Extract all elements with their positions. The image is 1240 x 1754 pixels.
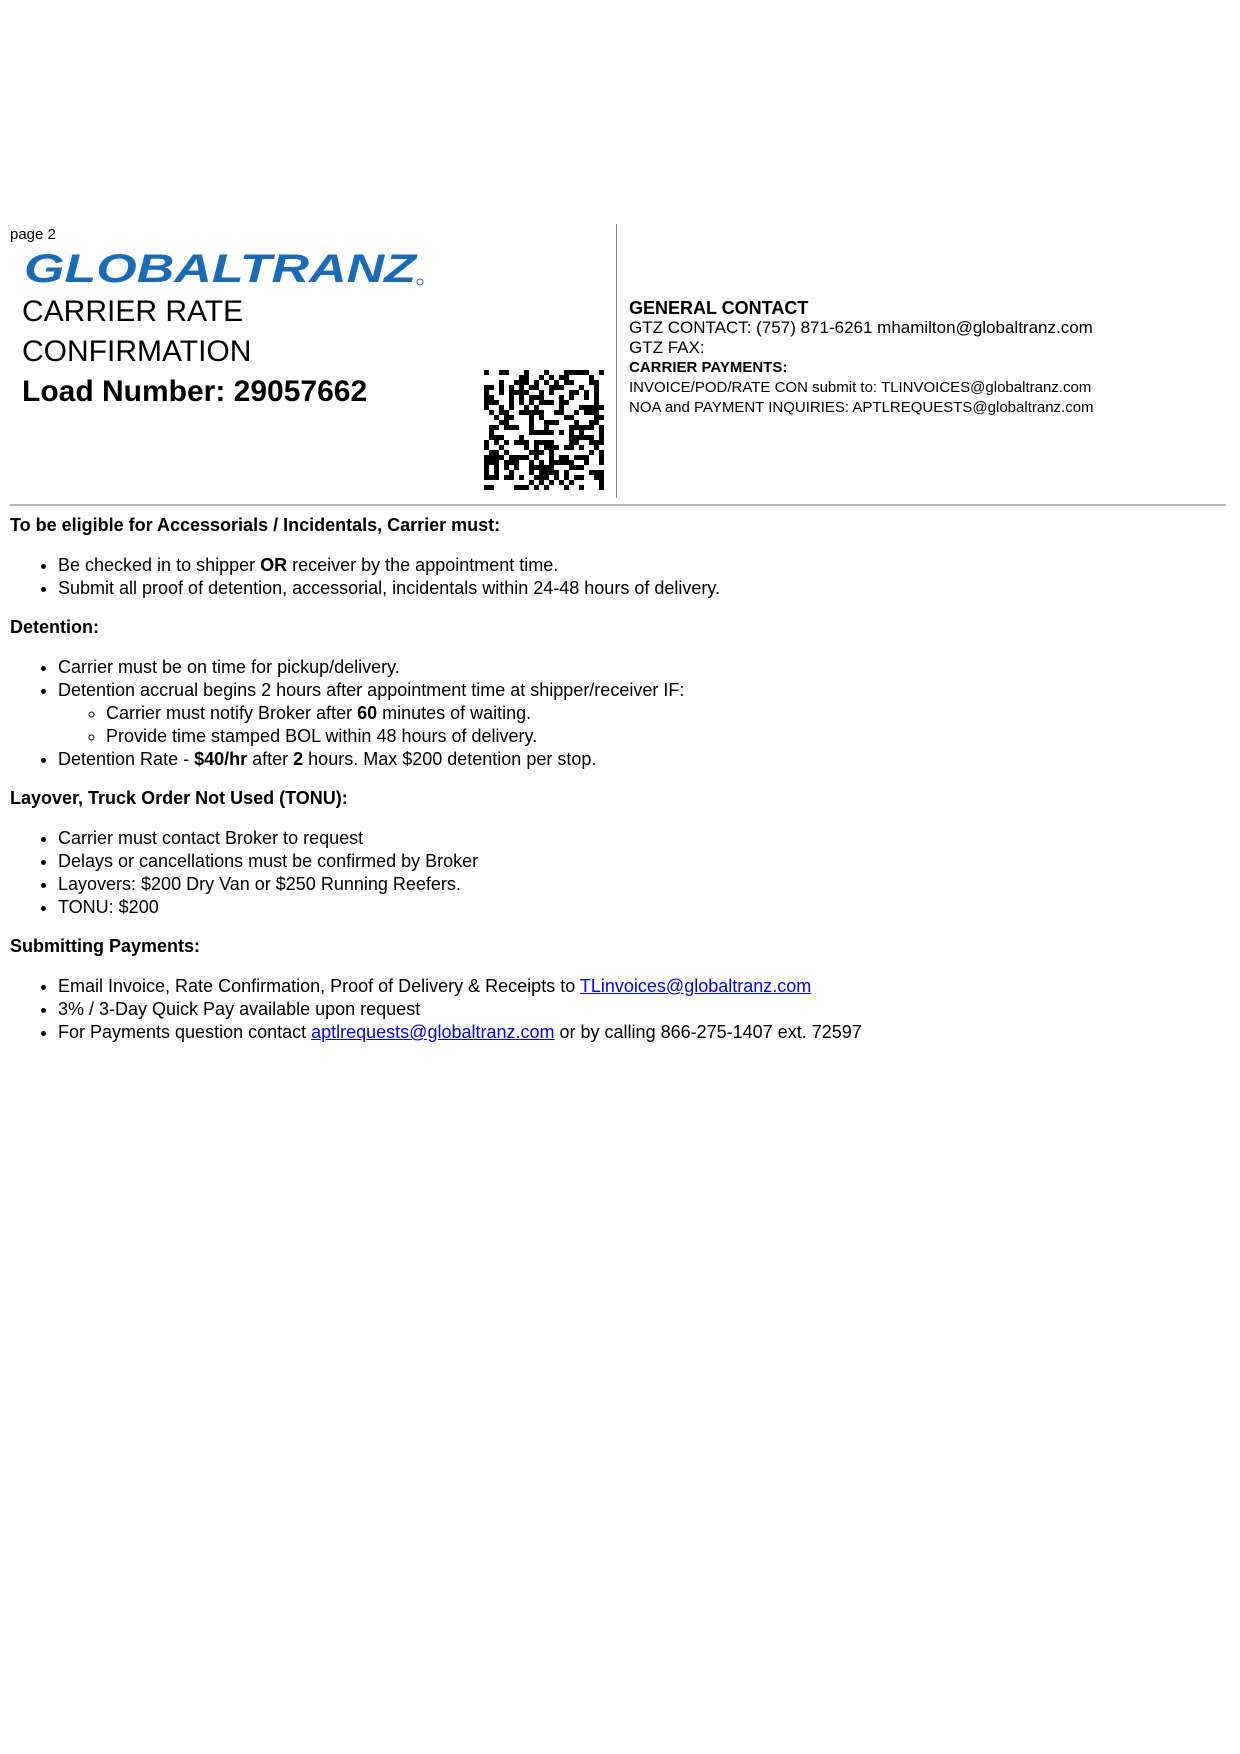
load-number: Load Number: 29057662 (22, 375, 368, 408)
svg-text:GLOBALTRANZ: GLOBALTRANZ (24, 248, 419, 290)
layover-list (10, 827, 1210, 919)
vertical-divider (616, 224, 617, 498)
general-contact-block (629, 298, 1094, 418)
eligibility-list (10, 554, 1210, 600)
qr-code (484, 370, 604, 490)
page-label: page 2 (10, 226, 56, 243)
list-item: • Detention Rate - $40/hr after 2 hours. Max $200 detention per stop. (58, 748, 1210, 771)
detention-sublist (58, 702, 1210, 748)
payments-title: Submitting Payments: (10, 936, 201, 956)
general-contact-heading: GENERAL CONTACT (629, 298, 809, 318)
list-item: • TONU: $200 (58, 896, 1210, 919)
title-line-1: CARRIER RATE (22, 295, 244, 328)
aptlrequests-email-link[interactable]: aptlrequests@globaltranz.com (311, 1022, 555, 1042)
tlinvoices-email-link[interactable]: TLinvoices@globaltranz.com (579, 976, 812, 996)
list-item: • 3% / 3-Day Quick Pay available upon request (58, 998, 1210, 1021)
detention-list (10, 656, 1210, 771)
list-item: • Layovers: $200 Dry Van or $250 Running Reefers. (58, 873, 1210, 896)
list-item: ◦ Provide time stamped BOL within 48 hours of delivery. (106, 725, 1210, 748)
eligibility-title: To be eligible for Accessorials / Incidentals, Carrier must: (10, 515, 501, 535)
list-item: • Submit all proof of detention, accessorial, incidentals within 24-48 hours of delivery. (58, 577, 1210, 600)
carrier-payments-heading: CARRIER PAYMENTS: (629, 359, 788, 376)
header-divider (10, 504, 1226, 506)
list-item: • Delays or cancellations must be confirmed by Broker (58, 850, 1210, 873)
invoice-submit-line: INVOICE/POD/RATE CON submit to: TLINVOICES@globaltranz.com (629, 379, 1092, 396)
list-item: • Be checked in to shipper OR receiver by the appointment time. (58, 554, 1210, 577)
gtz-fax-line: GTZ FAX: (629, 338, 705, 357)
list-item: • Carrier must contact Broker to request (58, 827, 1210, 850)
list-item: ◦ Carrier must notify Broker after 60 minutes of waiting. (106, 702, 1210, 725)
list-item: • For Payments question contact aptlrequests@globaltranz.com or by calling 866-275-1407 ext. 72597 (58, 1021, 1210, 1044)
payments-list (10, 975, 1210, 1044)
layover-title: Layover, Truck Order Not Used (TONU): (10, 788, 348, 808)
noa-inquiries-line: NOA and PAYMENT INQUIRIES: APTLREQUESTS@globaltranz.com (629, 399, 1094, 416)
list-item: • Carrier must be on time for pickup/delivery. (58, 656, 1210, 679)
globaltranz-logo (24, 248, 424, 290)
list-item: • Email Invoice, Rate Confirmation, Proof of Delivery & Receipts to TLinvoices@globaltranz.com (58, 975, 1210, 998)
document-title (22, 292, 251, 372)
list-item: • Detention accrual begins 2 hours after appointment time at shipper/receiver IF: ◦ Carrier must notify Broker after 60 minutes of waiting. ◦ Provide time stamped BOL within 48 hours of delivery. (58, 679, 1210, 748)
terms-content (10, 514, 1210, 1060)
detention-title: Detention: (10, 617, 99, 637)
title-line-2: CONFIRMATION (22, 335, 252, 368)
gtz-contact-line: GTZ CONTACT: (757) 871-6261 mhamilton@globaltranz.com (629, 318, 1093, 337)
